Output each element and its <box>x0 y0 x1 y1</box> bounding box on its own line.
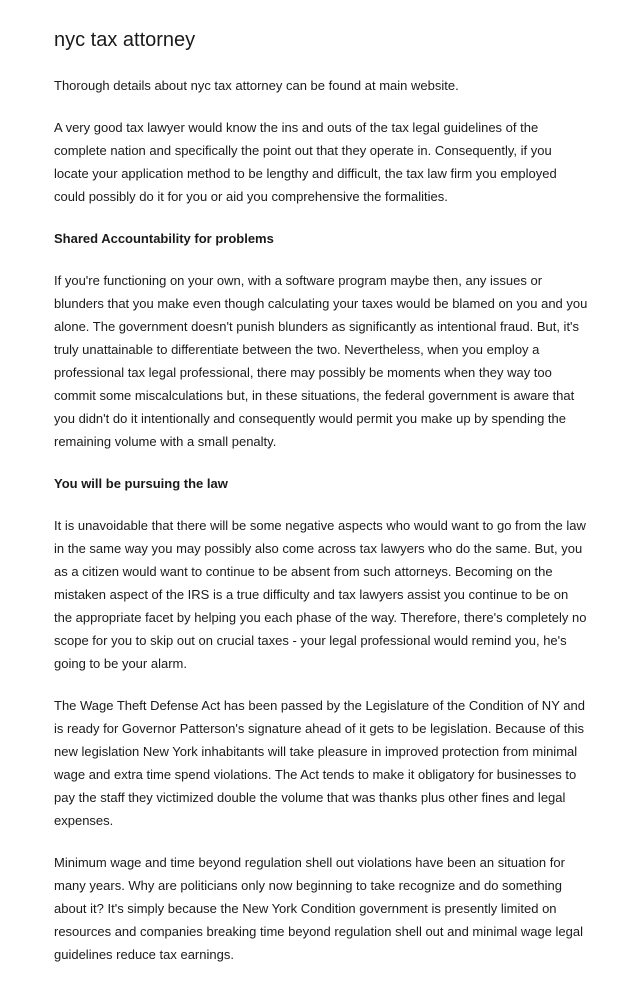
intro-paragraph: Thorough details about nyc tax attorney can be found at main website. <box>54 78 459 93</box>
paragraph-5: Minimum wage and time beyond regulation shell out violations have been an situation for many years. Why are politicians only now beginning to take recognize and do something about it? It's simply because the New York Condition government is presently limited on resources and companies breaking time beyond regulation shell out and minimal wage legal guidelines reduce tax earnings. <box>54 855 583 962</box>
paragraph-1: A very good tax lawyer would know the ins and outs of the tax legal guidelines of the complete nation and specifically the point out that they operate in. Consequently, if you locate your application method to be lengthy and difficult, the tax law firm you employed could possibly do it for you or aid you comprehensive the formalities. <box>54 120 557 204</box>
paragraph-4: The Wage Theft Defense Act has been passed by the Legislature of the Condition of NY and is ready for Governor Patterson's signature ahead of it gets to be legislation. Because of this new legislation New York inhabitants will take pleasure in improved protection from minimal wage and extra time spend violations. The Act tends to make it obligatory for businesses to pay the staff they victimized double the volume that was thanks plus other fines and legal expenses. <box>54 698 585 828</box>
paragraph-3: It is unavoidable that there will be some negative aspects who would want to go from the law in the same way you may possibly also come across tax lawyers who do the same. But, you as a citizen would want to continue to be absent from such attorneys. Becoming on the mistaken aspect of the IRS is a true difficulty and tax lawyers assist you continue to be on the appropriate facet by helping you each phase of the way. Therefore, there's completely no scope for you to skip out on crucial taxes - your legal professional would remind you, he's going to be your alarm. <box>54 518 587 671</box>
document-title: nyc tax attorney <box>54 29 196 51</box>
document-page <box>54 26 589 985</box>
section-heading-pursuing-law: You will be pursuing the law <box>54 476 228 491</box>
paragraph-2: If you're functioning on your own, with a software program maybe then, any issues or blunders that you make even though calculating your taxes would be blamed on you and you alone. The government doesn't punish blunders as significantly as intentional fraud. But, it's truly unattainable to differentiate between the two. Nevertheless, when you employ a professional tax legal professional, there may possibly be moments when they way too commit some miscalculations but, in these situations, the federal government is aware that you didn't do it intentionally and consequently would permit you make up by spending the remaining volume with a small penalty. <box>54 273 588 449</box>
section-heading-shared-accountability: Shared Accountability for problems <box>54 231 274 246</box>
